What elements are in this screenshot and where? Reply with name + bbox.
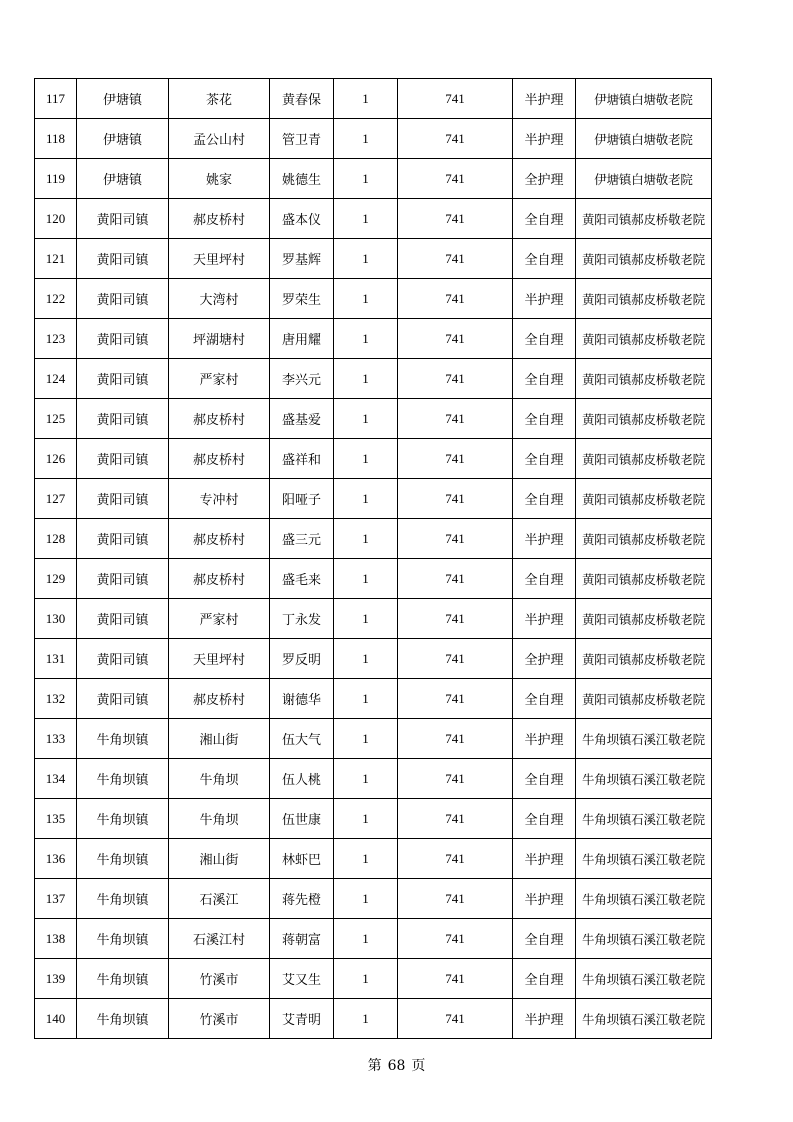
cell-count: 1 — [334, 839, 398, 879]
table-row — [35, 599, 712, 639]
cell-amount: 741 — [398, 799, 513, 839]
table-row — [35, 919, 712, 959]
cell-amount: 741 — [398, 559, 513, 599]
cell-care-level: 全自理 — [513, 759, 576, 799]
cell-count: 1 — [334, 359, 398, 399]
cell-count: 1 — [334, 519, 398, 559]
cell-village: 石溪江 — [169, 879, 270, 919]
cell-town: 黄阳司镇 — [77, 319, 169, 359]
cell-amount: 741 — [398, 839, 513, 879]
records-table — [34, 78, 712, 1039]
cell-care-level: 全护理 — [513, 639, 576, 679]
cell-count: 1 — [334, 759, 398, 799]
cell-amount: 741 — [398, 919, 513, 959]
cell-village: 茶花 — [169, 79, 270, 119]
cell-institution: 黄阳司镇郝皮桥敬老院 — [576, 439, 712, 479]
cell-name: 谢德华 — [270, 679, 334, 719]
table-row — [35, 519, 712, 559]
table-row — [35, 999, 712, 1039]
cell-town: 黄阳司镇 — [77, 599, 169, 639]
cell-town: 牛角坝镇 — [77, 719, 169, 759]
cell-amount: 741 — [398, 79, 513, 119]
cell-name: 艾又生 — [270, 959, 334, 999]
cell-amount: 741 — [398, 359, 513, 399]
cell-town: 牛角坝镇 — [77, 839, 169, 879]
cell-no: 131 — [35, 639, 77, 679]
cell-no: 118 — [35, 119, 77, 159]
cell-name: 李兴元 — [270, 359, 334, 399]
cell-amount: 741 — [398, 519, 513, 559]
cell-amount: 741 — [398, 399, 513, 439]
cell-town: 牛角坝镇 — [77, 919, 169, 959]
cell-village: 天里坪村 — [169, 239, 270, 279]
cell-town: 黄阳司镇 — [77, 519, 169, 559]
cell-village: 严家村 — [169, 599, 270, 639]
cell-name: 盛毛来 — [270, 559, 334, 599]
cell-name: 唐用耀 — [270, 319, 334, 359]
cell-care-level: 全自理 — [513, 239, 576, 279]
cell-no: 136 — [35, 839, 77, 879]
cell-count: 1 — [334, 599, 398, 639]
table-row — [35, 439, 712, 479]
cell-amount: 741 — [398, 119, 513, 159]
table-row — [35, 239, 712, 279]
cell-town: 牛角坝镇 — [77, 759, 169, 799]
cell-institution: 伊塘镇白塘敬老院 — [576, 79, 712, 119]
cell-no: 133 — [35, 719, 77, 759]
cell-village: 郝皮桥村 — [169, 519, 270, 559]
cell-institution: 黄阳司镇郝皮桥敬老院 — [576, 199, 712, 239]
cell-village: 孟公山村 — [169, 119, 270, 159]
table-row — [35, 719, 712, 759]
cell-no: 117 — [35, 79, 77, 119]
table-row — [35, 559, 712, 599]
cell-name: 艾青明 — [270, 999, 334, 1039]
table-row — [35, 359, 712, 399]
cell-care-level: 半护理 — [513, 79, 576, 119]
cell-name: 阳哑子 — [270, 479, 334, 519]
cell-no: 126 — [35, 439, 77, 479]
cell-institution: 伊塘镇白塘敬老院 — [576, 159, 712, 199]
cell-institution: 黄阳司镇郝皮桥敬老院 — [576, 479, 712, 519]
cell-care-level: 全自理 — [513, 359, 576, 399]
cell-town: 伊塘镇 — [77, 119, 169, 159]
cell-care-level: 半护理 — [513, 719, 576, 759]
cell-town: 黄阳司镇 — [77, 399, 169, 439]
cell-count: 1 — [334, 719, 398, 759]
cell-amount: 741 — [398, 159, 513, 199]
cell-village: 大湾村 — [169, 279, 270, 319]
footer-prefix: 第 — [367, 1058, 382, 1074]
cell-town: 黄阳司镇 — [77, 559, 169, 599]
cell-town: 牛角坝镇 — [77, 799, 169, 839]
cell-amount: 741 — [398, 879, 513, 919]
table-row — [35, 279, 712, 319]
cell-care-level: 全自理 — [513, 439, 576, 479]
cell-village: 竹溪市 — [169, 959, 270, 999]
table-row — [35, 199, 712, 239]
cell-count: 1 — [334, 959, 398, 999]
table-row — [35, 639, 712, 679]
cell-count: 1 — [334, 679, 398, 719]
cell-institution: 黄阳司镇郝皮桥敬老院 — [576, 239, 712, 279]
cell-care-level: 半护理 — [513, 599, 576, 639]
cell-name: 盛祥和 — [270, 439, 334, 479]
cell-institution: 黄阳司镇郝皮桥敬老院 — [576, 519, 712, 559]
table-row — [35, 319, 712, 359]
cell-village: 石溪江村 — [169, 919, 270, 959]
cell-institution: 牛角坝镇石溪江敬老院 — [576, 759, 712, 799]
cell-count: 1 — [334, 279, 398, 319]
cell-name: 管卫青 — [270, 119, 334, 159]
cell-name: 林虾巴 — [270, 839, 334, 879]
cell-institution: 牛角坝镇石溪江敬老院 — [576, 959, 712, 999]
cell-count: 1 — [334, 439, 398, 479]
cell-institution: 牛角坝镇石溪江敬老院 — [576, 839, 712, 879]
cell-town: 黄阳司镇 — [77, 639, 169, 679]
cell-village: 专冲村 — [169, 479, 270, 519]
cell-amount: 741 — [398, 279, 513, 319]
cell-no: 125 — [35, 399, 77, 439]
cell-care-level: 全自理 — [513, 479, 576, 519]
cell-count: 1 — [334, 119, 398, 159]
cell-amount: 741 — [398, 439, 513, 479]
cell-village: 牛角坝 — [169, 799, 270, 839]
cell-town: 伊塘镇 — [77, 159, 169, 199]
cell-town: 牛角坝镇 — [77, 879, 169, 919]
cell-name: 伍世康 — [270, 799, 334, 839]
cell-amount: 741 — [398, 719, 513, 759]
cell-count: 1 — [334, 799, 398, 839]
cell-no: 137 — [35, 879, 77, 919]
cell-no: 127 — [35, 479, 77, 519]
cell-institution: 牛角坝镇石溪江敬老院 — [576, 879, 712, 919]
cell-care-level: 全自理 — [513, 679, 576, 719]
cell-village: 竹溪市 — [169, 999, 270, 1039]
cell-no: 124 — [35, 359, 77, 399]
cell-care-level: 半护理 — [513, 999, 576, 1039]
cell-name: 盛本仪 — [270, 199, 334, 239]
cell-institution: 伊塘镇白塘敬老院 — [576, 119, 712, 159]
cell-no: 132 — [35, 679, 77, 719]
cell-count: 1 — [334, 319, 398, 359]
cell-institution: 牛角坝镇石溪江敬老院 — [576, 719, 712, 759]
cell-name: 蒋先橙 — [270, 879, 334, 919]
cell-institution: 黄阳司镇郝皮桥敬老院 — [576, 359, 712, 399]
cell-name: 姚德生 — [270, 159, 334, 199]
cell-name: 伍人桃 — [270, 759, 334, 799]
cell-village: 坪湖塘村 — [169, 319, 270, 359]
cell-name: 丁永发 — [270, 599, 334, 639]
cell-town: 黄阳司镇 — [77, 479, 169, 519]
table-row — [35, 759, 712, 799]
cell-town: 黄阳司镇 — [77, 239, 169, 279]
footer-suffix: 页 — [411, 1058, 426, 1074]
cell-care-level: 半护理 — [513, 279, 576, 319]
cell-no: 130 — [35, 599, 77, 639]
cell-village: 严家村 — [169, 359, 270, 399]
cell-town: 黄阳司镇 — [77, 279, 169, 319]
table-row — [35, 399, 712, 439]
records-body — [35, 79, 712, 1039]
table-row — [35, 839, 712, 879]
cell-no: 122 — [35, 279, 77, 319]
cell-count: 1 — [334, 999, 398, 1039]
cell-name: 罗基辉 — [270, 239, 334, 279]
cell-count: 1 — [334, 559, 398, 599]
page-footer — [0, 1055, 793, 1075]
cell-care-level: 全自理 — [513, 399, 576, 439]
table-row — [35, 479, 712, 519]
page-number: 68 — [387, 1058, 406, 1074]
table-row — [35, 679, 712, 719]
cell-no: 134 — [35, 759, 77, 799]
cell-count: 1 — [334, 79, 398, 119]
cell-care-level: 全自理 — [513, 559, 576, 599]
cell-no: 128 — [35, 519, 77, 559]
cell-no: 139 — [35, 959, 77, 999]
cell-institution: 黄阳司镇郝皮桥敬老院 — [576, 599, 712, 639]
cell-institution: 黄阳司镇郝皮桥敬老院 — [576, 679, 712, 719]
cell-care-level: 全自理 — [513, 919, 576, 959]
cell-amount: 741 — [398, 599, 513, 639]
cell-no: 138 — [35, 919, 77, 959]
cell-amount: 741 — [398, 959, 513, 999]
cell-amount: 741 — [398, 479, 513, 519]
table-row — [35, 119, 712, 159]
cell-village: 天里坪村 — [169, 639, 270, 679]
cell-village: 湘山街 — [169, 719, 270, 759]
cell-care-level: 半护理 — [513, 119, 576, 159]
cell-town: 黄阳司镇 — [77, 199, 169, 239]
cell-no: 119 — [35, 159, 77, 199]
cell-town: 牛角坝镇 — [77, 959, 169, 999]
cell-count: 1 — [334, 479, 398, 519]
cell-village: 郝皮桥村 — [169, 679, 270, 719]
table-row — [35, 879, 712, 919]
cell-care-level: 全护理 — [513, 159, 576, 199]
cell-count: 1 — [334, 639, 398, 679]
cell-institution: 牛角坝镇石溪江敬老院 — [576, 999, 712, 1039]
cell-no: 121 — [35, 239, 77, 279]
cell-name: 盛三元 — [270, 519, 334, 559]
cell-name: 蒋朝富 — [270, 919, 334, 959]
cell-no: 123 — [35, 319, 77, 359]
cell-count: 1 — [334, 239, 398, 279]
cell-village: 牛角坝 — [169, 759, 270, 799]
cell-name: 黄春保 — [270, 79, 334, 119]
cell-institution: 黄阳司镇郝皮桥敬老院 — [576, 319, 712, 359]
cell-count: 1 — [334, 399, 398, 439]
cell-village: 郝皮桥村 — [169, 199, 270, 239]
cell-amount: 741 — [398, 679, 513, 719]
cell-institution: 牛角坝镇石溪江敬老院 — [576, 919, 712, 959]
cell-count: 1 — [334, 879, 398, 919]
cell-town: 伊塘镇 — [77, 79, 169, 119]
cell-amount: 741 — [398, 639, 513, 679]
cell-care-level: 半护理 — [513, 519, 576, 559]
cell-amount: 741 — [398, 999, 513, 1039]
cell-no: 135 — [35, 799, 77, 839]
table-row — [35, 159, 712, 199]
cell-village: 湘山街 — [169, 839, 270, 879]
cell-village: 郝皮桥村 — [169, 399, 270, 439]
table-row — [35, 959, 712, 999]
cell-care-level: 全自理 — [513, 799, 576, 839]
cell-care-level: 全自理 — [513, 319, 576, 359]
cell-village: 郝皮桥村 — [169, 439, 270, 479]
cell-amount: 741 — [398, 199, 513, 239]
cell-institution: 牛角坝镇石溪江敬老院 — [576, 799, 712, 839]
cell-no: 120 — [35, 199, 77, 239]
table-row — [35, 799, 712, 839]
cell-village: 姚家 — [169, 159, 270, 199]
cell-count: 1 — [334, 919, 398, 959]
cell-name: 盛基爱 — [270, 399, 334, 439]
cell-no: 129 — [35, 559, 77, 599]
cell-care-level: 半护理 — [513, 879, 576, 919]
cell-care-level: 全自理 — [513, 959, 576, 999]
cell-institution: 黄阳司镇郝皮桥敬老院 — [576, 399, 712, 439]
cell-no: 140 — [35, 999, 77, 1039]
cell-institution: 黄阳司镇郝皮桥敬老院 — [576, 279, 712, 319]
cell-name: 伍大气 — [270, 719, 334, 759]
cell-care-level: 全自理 — [513, 199, 576, 239]
cell-name: 罗反明 — [270, 639, 334, 679]
cell-amount: 741 — [398, 239, 513, 279]
cell-count: 1 — [334, 159, 398, 199]
cell-name: 罗荣生 — [270, 279, 334, 319]
cell-town: 黄阳司镇 — [77, 439, 169, 479]
cell-town: 黄阳司镇 — [77, 359, 169, 399]
table-row — [35, 79, 712, 119]
cell-count: 1 — [334, 199, 398, 239]
cell-care-level: 半护理 — [513, 839, 576, 879]
cell-institution: 黄阳司镇郝皮桥敬老院 — [576, 639, 712, 679]
cell-town: 黄阳司镇 — [77, 679, 169, 719]
cell-institution: 黄阳司镇郝皮桥敬老院 — [576, 559, 712, 599]
cell-village: 郝皮桥村 — [169, 559, 270, 599]
cell-amount: 741 — [398, 319, 513, 359]
cell-town: 牛角坝镇 — [77, 999, 169, 1039]
cell-amount: 741 — [398, 759, 513, 799]
